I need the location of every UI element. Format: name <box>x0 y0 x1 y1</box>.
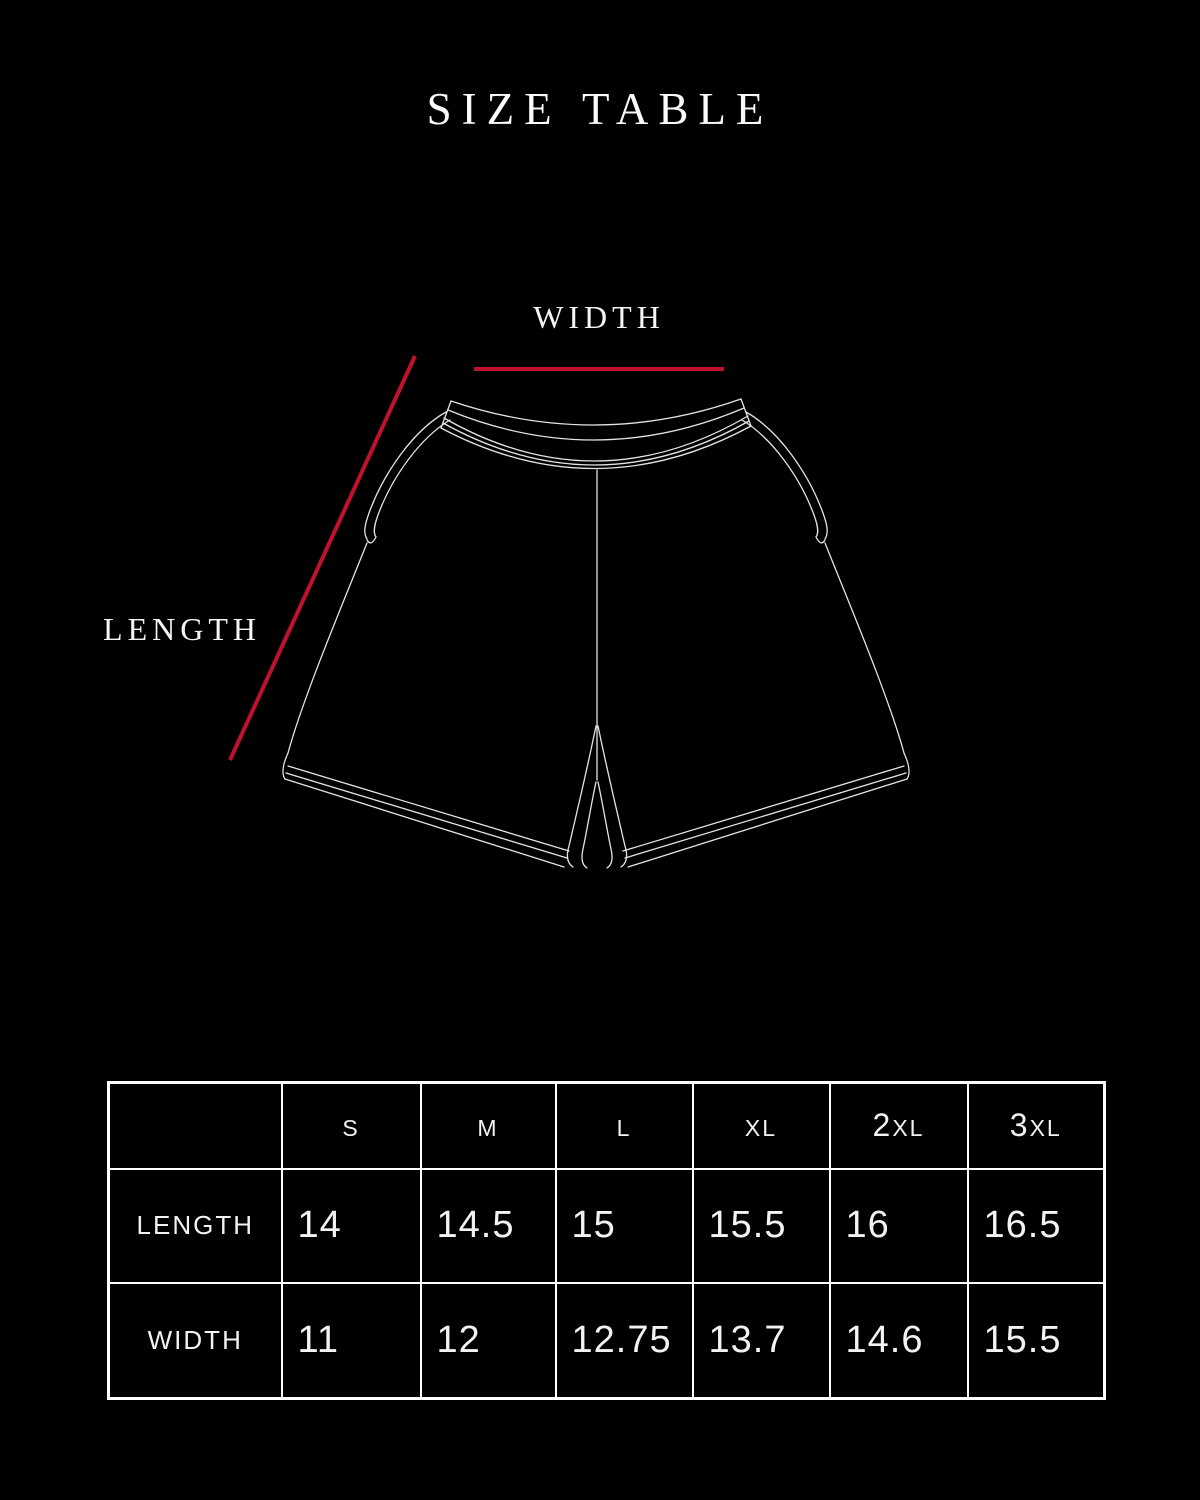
length-value-m: 14.5 <box>421 1169 556 1283</box>
col-header-3xl: 3XL <box>968 1083 1105 1169</box>
shorts-sketch <box>283 399 909 868</box>
table-row-length <box>109 1169 1105 1283</box>
corner-cell <box>109 1083 282 1169</box>
center-seam-and-slit <box>567 470 626 868</box>
length-value-s: 14 <box>282 1169 421 1283</box>
width-value-m: 12 <box>421 1283 556 1399</box>
col-header-s: S <box>282 1083 421 1169</box>
width-value-3xl: 15.5 <box>968 1283 1105 1399</box>
length-measure-line <box>230 356 415 760</box>
right-pocket <box>742 412 827 543</box>
left-leg <box>283 543 569 867</box>
measure-lines <box>230 356 724 760</box>
col-header-xl: XL <box>693 1083 830 1169</box>
row-label-width: WIDTH <box>109 1283 282 1399</box>
col-header-2xl: 2XL <box>830 1083 968 1169</box>
table-header-row <box>109 1083 1105 1169</box>
page-title: SIZE TABLE <box>426 84 774 134</box>
col-header-l: L <box>556 1083 693 1169</box>
right-leg <box>623 543 909 867</box>
length-value-xl: 15.5 <box>693 1169 830 1283</box>
table-row-width <box>109 1283 1105 1399</box>
waistband <box>441 399 751 469</box>
length-value-l: 15 <box>556 1169 693 1283</box>
width-value-s: 11 <box>282 1283 421 1399</box>
width-label: WIDTH <box>533 299 665 335</box>
width-value-xl: 13.7 <box>693 1283 830 1399</box>
row-label-length: LENGTH <box>109 1169 282 1283</box>
size-table <box>107 1081 1106 1400</box>
length-value-3xl: 16.5 <box>968 1169 1105 1283</box>
col-header-m: M <box>421 1083 556 1169</box>
left-pocket <box>365 412 450 543</box>
width-value-2xl: 14.6 <box>830 1283 968 1399</box>
length-label: LENGTH <box>103 611 261 647</box>
length-value-2xl: 16 <box>830 1169 968 1283</box>
width-value-l: 12.75 <box>556 1283 693 1399</box>
